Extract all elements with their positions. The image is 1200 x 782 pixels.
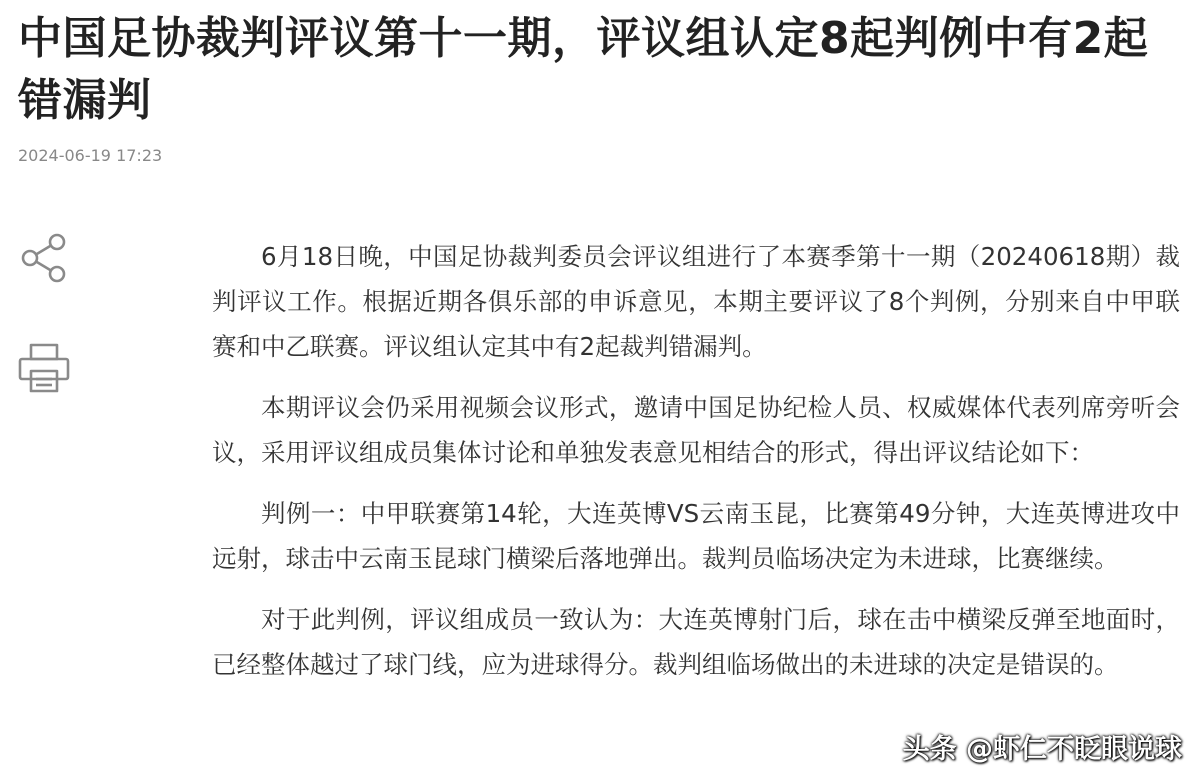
article-paragraph: 本期评议会仍采用视频会议形式，邀请中国足协纪检人员、权威媒体代表列席旁听会议，采用评议组成员集体讨论和单独发表意见相结合的形式，得出评议结论如下： [212, 393, 1180, 467]
source-watermark: 头条 @虾仁不眨眼说球 [902, 734, 1182, 765]
article-title: 中国足协裁判评议第十一期，评议组认定8起判例中有2起错漏判 [18, 13, 1149, 126]
article-paragraph: 6月18日晚，中国足协裁判委员会评议组进行了本赛季第十一期（20240618期）裁判评议工作。根据近期各俱乐部的申诉意见，本期主要评议了8个判例，分别来自中甲联赛和中乙联赛。评议组认定其中有2起裁判错漏判。 [212, 242, 1180, 361]
share-icon [17, 231, 71, 285]
share-button[interactable] [14, 228, 74, 288]
print-icon [16, 341, 72, 395]
article-paragraph: 判例一：中甲联赛第14轮，大连英博VS云南玉昆，比赛第49分钟，大连英博进攻中远射，球击中云南玉昆球门横梁后落地弹出。裁判员临场决定为未进球，比赛继续。 [212, 499, 1180, 573]
publish-date: 2024-06-19 17:23 [18, 146, 163, 165]
print-button[interactable] [14, 338, 74, 398]
article-paragraph: 对于此判例，评议组成员一致认为：大连英博射门后，球在击中横梁反弹至地面时，已经整体越过了球门线，应为进球得分。裁判组临场做出的未进球的决定是错误的。 [212, 605, 1180, 679]
article-body [212, 234, 1180, 703]
